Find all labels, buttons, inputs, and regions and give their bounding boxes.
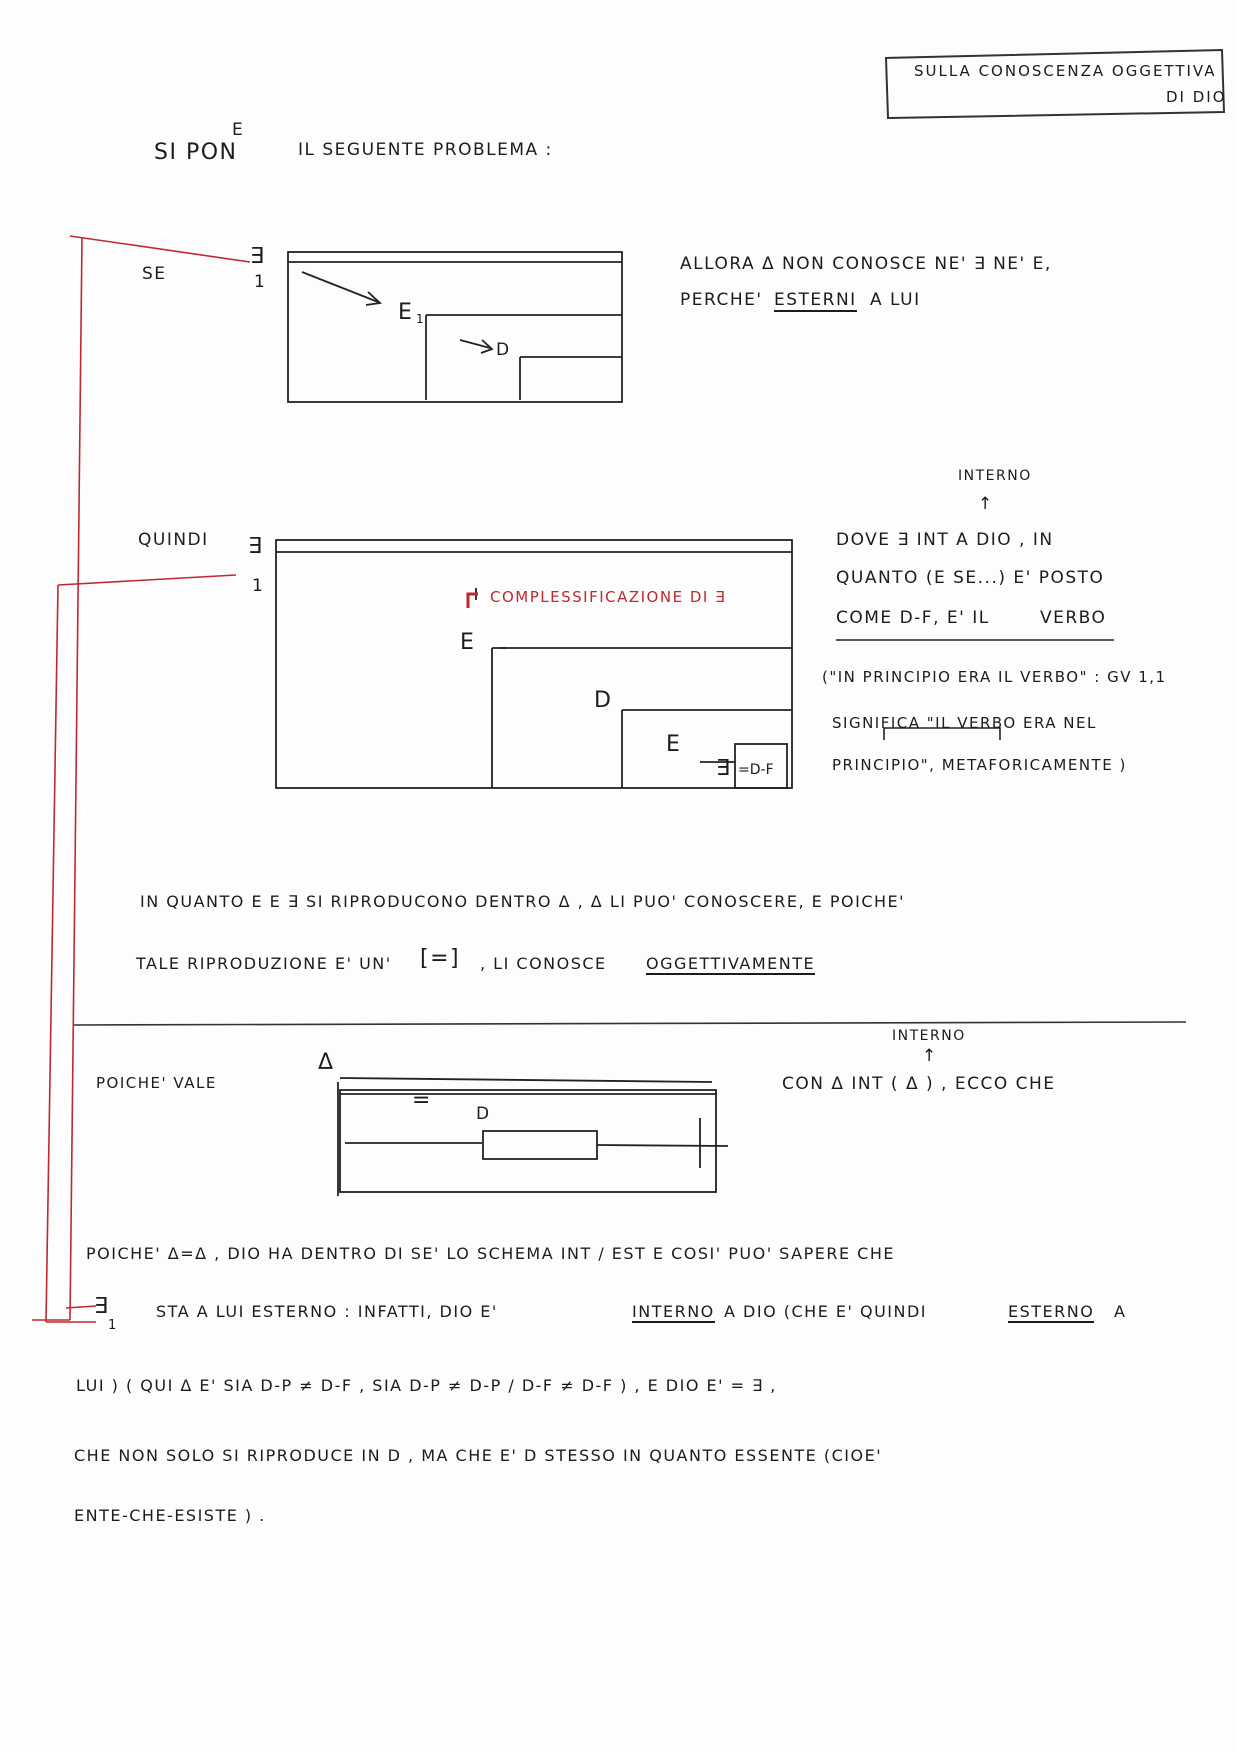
label-quindi: QUINDI (138, 530, 209, 550)
se-right-line-2-prefix: PERCHE' (680, 290, 763, 310)
delta-poiche: Δ (318, 1050, 335, 1075)
d-se: D (496, 340, 511, 360)
paragraph-1-line-1: IN QUANTO E E ∃ SI RIPRODUCONO DENTRO Δ , Δ LI PUO' CONOSCERE, E POICHE' (140, 892, 906, 911)
se-right-line-1: ALLORA Δ NON CONOSCE NE' ∃ NE' E, (680, 254, 1052, 274)
exists-symbol-se: ∃ (250, 244, 266, 269)
label-se: SE (142, 264, 167, 284)
outer-box-poiche (340, 1090, 716, 1192)
quindi-right-line-3: COME D-F, E' IL (836, 608, 990, 628)
paragraph-2-line-3: LUI ) ( QUI Δ E' SIA D-P ≠ D-F , SIA D-P ≠ D-P / D-F ≠ D-F ) , E DIO E' = ∃ , (76, 1376, 777, 1395)
diagram-poiche (338, 1078, 728, 1196)
horizontal-divider (74, 1022, 1186, 1025)
paragraph-2-interno-underlined: INTERNO (632, 1302, 715, 1321)
title-box (886, 50, 1224, 118)
quindi-right-line-5: SIGNIFICA "IL VERBO ERA NEL (832, 714, 1097, 732)
label-poiche: POICHE' VALE (96, 1074, 217, 1092)
poiche-right-text: CON Δ INT ( Δ ) , ECCO CHE (782, 1074, 1056, 1094)
red-bracket (32, 236, 250, 1322)
one-quindi: 1 (252, 576, 265, 596)
paragraph-1-underlined: OGGETTIVAMENTE (646, 954, 816, 973)
title-line-1: SULLA CONOSCENZA OGGETTIVA (914, 62, 1217, 80)
inner-exists-quindi: ∃ (716, 756, 732, 781)
quindi-right-line-6: PRINCIPIO", METAFORICAMENTE ) (832, 756, 1127, 774)
intro-superscript: E (232, 120, 245, 140)
paragraph-2-line-2-a: STA A LUI ESTERNO : INFATTI, DIO E' (156, 1302, 498, 1321)
interno-arrow-poiche: ↑ (922, 1046, 938, 1066)
e2-quindi: E (666, 732, 682, 757)
arrow-exists-to-e (302, 272, 378, 302)
e-se: E (398, 300, 414, 325)
intro-rest: IL SEGUENTE PROBLEMA : (298, 140, 553, 160)
paragraph-2-line-1: POICHE' Δ=Δ , DIO HA DENTRO DI SE' LO SCHEMA INT / EST E COSI' PUO' SAPERE CHE (86, 1244, 895, 1263)
paragraph-2-exists-sub: 1 (108, 1318, 118, 1333)
paragraph-2-esterno-underlined: ESTERNO (1008, 1302, 1095, 1321)
intro-prefix: SI PON (154, 140, 238, 165)
e-sub-se: 1 (416, 312, 426, 326)
title-line-2: DI DIO (1166, 88, 1227, 106)
quindi-right-line-4: ("IN PRINCIPIO ERA IL VERBO" : GV 1,1 (822, 668, 1167, 686)
diagram-quindi (276, 540, 792, 788)
outer-box-se (288, 252, 622, 402)
se-right-line-2-suffix: A LUI (870, 290, 921, 310)
interno-label-poiche: INTERNO (892, 1028, 966, 1044)
quindi-right-line-2: QUANTO (E SE...) E' POSTO (836, 568, 1105, 588)
paragraph-2-line-2-b: A DIO (CHE E' QUINDI (724, 1302, 928, 1321)
paragraph-2-line-4: CHE NON SOLO SI RIPRODUCE IN D , MA CHE E' D STESSO IN QUANTO ESSENTE (CIOE' (74, 1446, 883, 1465)
d-poiche: D (476, 1104, 491, 1124)
se-right-line-2-underlined: ESTERNI (774, 290, 857, 310)
interno-label-quindi: INTERNO (958, 468, 1032, 484)
e1-quindi: E (460, 630, 476, 655)
center-box-poiche (483, 1131, 597, 1159)
exists-symbol-quindi: ∃ (248, 534, 264, 559)
paragraph-2-exists: ∃ (94, 1294, 110, 1319)
interno-arrow-quindi: ↑ (978, 494, 994, 514)
red-note-complessificazione: COMPLESSIFICAZIONE DI ∃ (490, 588, 727, 606)
equals-poiche: = (412, 1088, 432, 1113)
equals-box-text: =D-F (738, 762, 774, 778)
outer-box-quindi (276, 540, 792, 788)
quindi-right-line-1: DOVE ∃ INT A DIO , IN (836, 530, 1054, 550)
paragraph-1-line-2-mid: , LI CONOSCE (480, 954, 607, 973)
one-se: 1 (254, 272, 267, 292)
paragraph-1-line-2-prefix: TALE RIPRODUZIONE E' UN' (136, 954, 392, 973)
diagram-se (288, 252, 622, 402)
paragraph-2-line-5: ENTE-CHE-ESISTE ) . (74, 1506, 266, 1525)
paragraph-1-bracket: [=] (420, 946, 461, 971)
d-quindi: D (594, 688, 613, 713)
verbo-underlined: VERBO (1040, 608, 1107, 628)
paragraph-2-line-2-c: A (1114, 1302, 1127, 1321)
